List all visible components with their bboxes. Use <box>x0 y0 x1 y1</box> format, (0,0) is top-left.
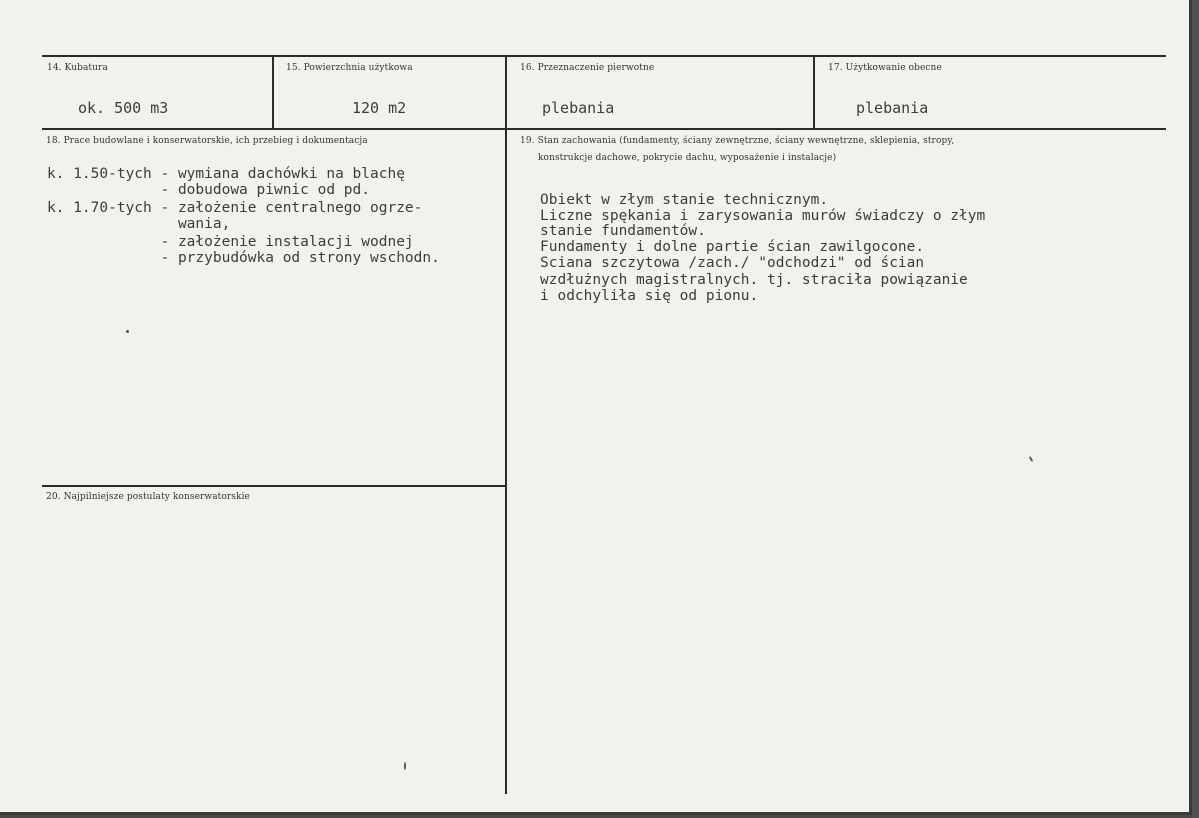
section-20-divider <box>42 485 506 487</box>
paper-speck <box>404 762 406 770</box>
prace-line-1: k. 1.50-tych - wymiana dachówki na blachę <box>47 166 405 182</box>
stan-line-2: Liczne spękania i zarysowania murów świadczy o złym <box>540 208 986 224</box>
prace-line-6: - przybudówka od strony wschodn. <box>47 250 440 266</box>
paper-speck <box>126 330 129 333</box>
postulaty-label: 20. Najpilniejsze postulaty konserwatorskie <box>46 492 250 502</box>
col-divider-2 <box>505 56 507 794</box>
paper-speck <box>1029 456 1034 462</box>
stan-line-4: Fundamenty i dolne partie ścian zawilgocone. <box>540 239 925 255</box>
uzytkowanie-label: 17. Użytkowanie obecne <box>828 63 942 73</box>
prace-line-3: k. 1.70-tych - założenie centralnego ogrze- <box>47 200 423 216</box>
powierzchnia-value: 120 m2 <box>352 99 407 117</box>
uzytkowanie-value: plebania <box>856 99 929 117</box>
col-divider-1 <box>272 56 274 129</box>
przeznaczenie-value: plebania <box>542 99 615 117</box>
stan-line-6: wzdłużnych magistralnych. tj. straciła powiązanie <box>540 272 968 288</box>
stan-line-7: i odchyliła się od pionu. <box>540 288 759 304</box>
powierzchnia-label: 15. Powierzchnia użytkowa <box>286 63 413 73</box>
kubatura-label: 14. Kubatura <box>47 63 108 73</box>
prace-line-4: wania, <box>47 216 231 232</box>
prace-line-2: - dobudowa piwnic od pd. <box>47 182 371 198</box>
stan-zachowania-label: 19. Stan zachowania (fundamenty, ściany zewnętrzne, ściany wewnętrzne, sklepienia, stropy, <box>520 136 955 146</box>
kubatura-value: ok. 500 m3 <box>78 99 169 117</box>
row-divider <box>42 128 1166 130</box>
prace-line-5: - założenie instalacji wodnej <box>47 234 414 250</box>
stan-zachowania-label-cont: konstrukcje dachowe, pokrycie dachu, wyposażenie i instalacje) <box>538 153 837 163</box>
top-rule <box>42 55 1166 57</box>
stan-line-3: stanie fundamentów. <box>540 223 706 239</box>
prace-budowlane-label: 18. Prace budowlane i konserwatorskie, ich przebieg i dokumentacja <box>46 136 368 146</box>
stan-line-5: Sciana szczytowa /zach./ "odchodzi" od ścian <box>540 255 925 271</box>
scan-edge <box>1192 0 1199 818</box>
przeznaczenie-label: 16. Przeznaczenie pierwotne <box>520 63 655 73</box>
stan-line-1: Obiekt w złym stanie technicznym. <box>540 192 829 208</box>
col-divider-3 <box>813 56 815 129</box>
